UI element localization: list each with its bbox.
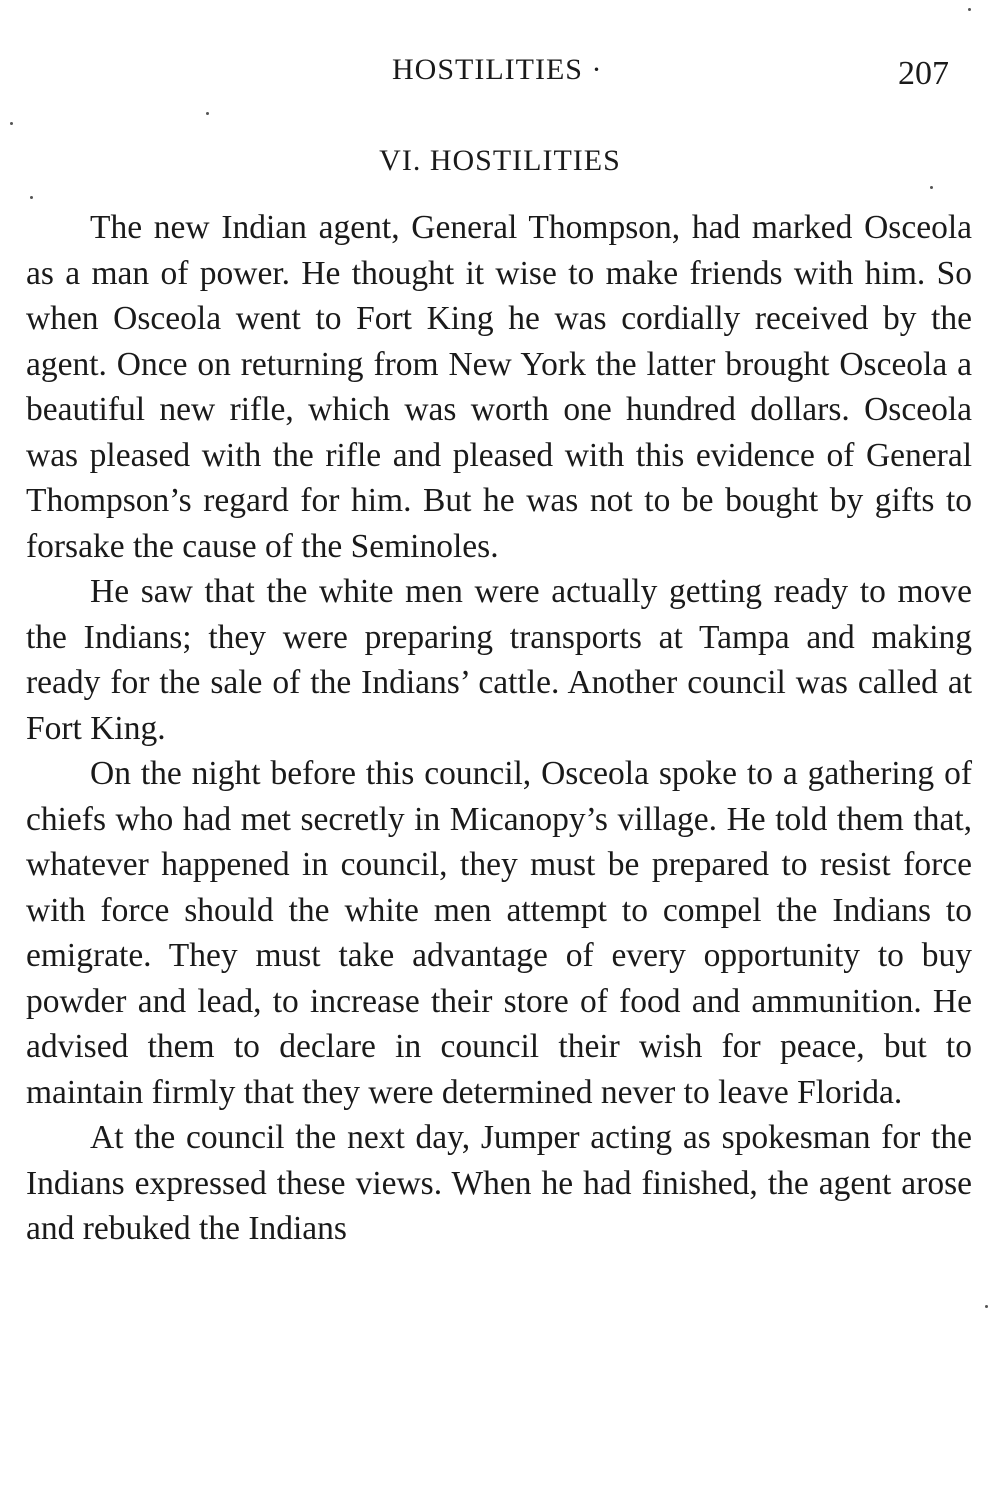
- scan-speck: [968, 8, 971, 11]
- running-title: HOSTILITIES ·: [392, 53, 603, 86]
- scan-speck: [930, 186, 933, 189]
- scan-speck: [985, 1305, 988, 1308]
- scan-speck: [30, 196, 33, 199]
- chapter-heading: VI. HOSTILITIES: [379, 144, 621, 177]
- body-text: [26, 205, 972, 1252]
- page-number: 207: [898, 55, 949, 92]
- running-header: [0, 50, 1000, 90]
- scan-speck: [206, 112, 209, 115]
- paragraph-3: On the night before this council, Osceola spoke to a gathering of chiefs who had met secretly in Micanopy’s village. He told them that, whatever happened in council, they must be prepared to resist force with force should the white men attempt to compel the Indians to emigrate. They must take advantage of every opportunity to buy powder and lead, to increase their store of food and ammunition. He advised them to declare in council their wish for peace, but to maintain firmly that they were determined never to leave Florida.: [26, 755, 972, 1111]
- paragraph-4: At the council the next day, Jumper acting as spokesman for the Indians expressed these views. When he had finished, the agent arose and rebuked the Indians: [26, 1119, 972, 1247]
- paragraph-1: The new Indian agent, General Thompson, had marked Osceola as a man of power. He thought it wise to make friends with him. So when Osceola went to Fort King he was cordially received by the agent. Once on returning from New York the latter brought Osceola a beautiful new rifle, which was worth one hundred dollars. Osceola was pleased with the rifle and pleased with this evidence of General Thompson’s regard for him. But he was not to be bought by gifts to forsake the cause of the Seminoles.: [26, 209, 972, 565]
- paragraph-2: He saw that the white men were actually getting ready to move the Indians; they were preparing transports at Tampa and making ready for the sale of the Indians’ cattle. Another council was called at Fort King.: [26, 573, 972, 747]
- scan-speck: [10, 122, 13, 125]
